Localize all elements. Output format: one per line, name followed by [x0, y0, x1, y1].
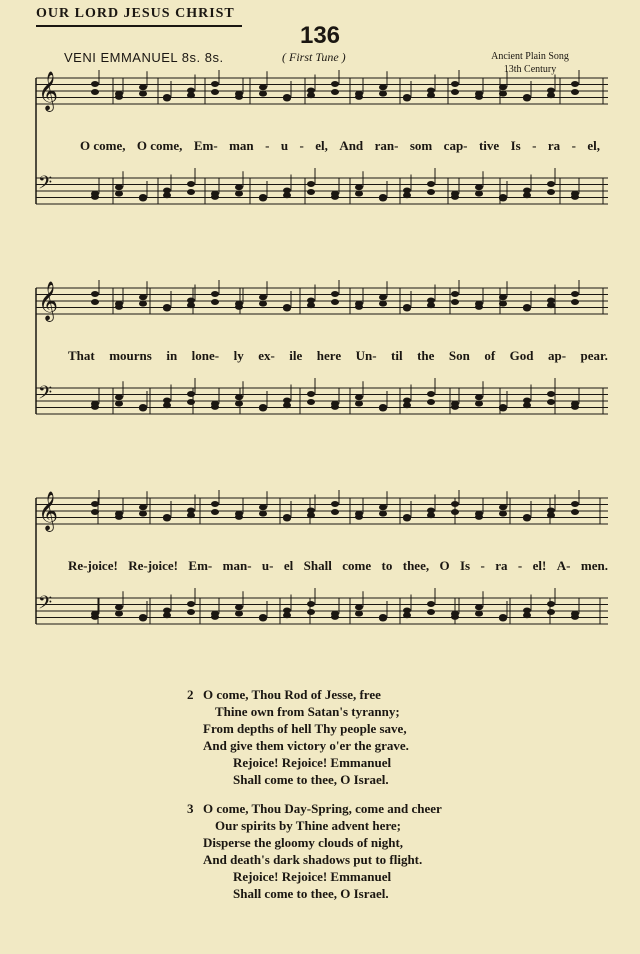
verse-2-line-6: Shall come to thee, O Israel. — [233, 772, 389, 787]
lyric-syllable: O come, — [136, 138, 183, 153]
note-head — [355, 184, 363, 190]
note-head — [331, 509, 339, 515]
note-head — [331, 614, 339, 620]
note-head — [451, 89, 459, 95]
note-head — [187, 399, 195, 405]
treble-clef-icon: 𝄞 — [38, 491, 59, 531]
note-head — [307, 181, 315, 187]
verse-2-line-5: Rejoice! Rejoice! Emmanuel — [233, 755, 392, 770]
note-head — [331, 81, 339, 87]
note-head — [91, 291, 99, 297]
note-head — [115, 394, 123, 400]
lyric-syllable: - — [517, 558, 523, 573]
note-head — [571, 501, 579, 507]
note-head — [571, 194, 579, 200]
note-head — [139, 91, 147, 97]
lyric-syllable: til — [391, 348, 403, 363]
lyric-syllable: God — [509, 348, 534, 363]
note-head — [475, 611, 483, 617]
note-head — [427, 609, 435, 615]
lyric-syllable: - — [299, 138, 304, 153]
lyric-syllable: A- — [556, 558, 571, 573]
note-head — [235, 184, 243, 190]
note-head — [187, 92, 195, 98]
verse-2-line-3: From depths of hell Thy people save, — [203, 721, 407, 736]
lyric-syllable: pear. — [580, 348, 608, 363]
lyric-syllable: of — [484, 348, 496, 363]
tune-note: ( First Tune ) — [282, 50, 346, 64]
note-head — [331, 501, 339, 507]
note-head — [139, 616, 147, 622]
lyric-syllable: Son — [448, 348, 470, 363]
note-head — [331, 194, 339, 200]
note-head — [187, 391, 195, 397]
note-head — [523, 402, 531, 408]
verse-3 — [187, 800, 442, 902]
treble-clef-icon: 𝄞 — [38, 71, 59, 111]
note-head — [307, 512, 315, 518]
note-head — [163, 96, 171, 102]
note-head — [499, 511, 507, 517]
music-system-2-staves — [0, 280, 640, 460]
note-head — [547, 391, 555, 397]
note-head — [499, 504, 507, 510]
lyrics-row-3 — [68, 558, 608, 574]
lyric-syllable: the — [417, 348, 435, 363]
note-head — [187, 302, 195, 308]
note-head — [163, 306, 171, 312]
note-head — [259, 196, 267, 202]
note-head — [571, 509, 579, 515]
note-head — [547, 512, 555, 518]
lyric-syllable: u — [280, 138, 289, 153]
note-head — [91, 81, 99, 87]
music-system-2 — [0, 280, 640, 460]
note-head — [187, 609, 195, 615]
note-head — [403, 516, 411, 522]
lyric-syllable: Shall — [303, 558, 332, 573]
note-head — [475, 401, 483, 407]
note-head — [115, 94, 123, 100]
verse-3-line-4: And death's dark shadows put to flight. — [203, 852, 423, 867]
lyric-syllable: And — [339, 138, 364, 153]
note-head — [307, 399, 315, 405]
note-head — [115, 401, 123, 407]
lyric-syllable: man- — [222, 558, 252, 573]
note-head — [115, 611, 123, 617]
note-head — [355, 604, 363, 610]
note-head — [403, 612, 411, 618]
note-head — [235, 604, 243, 610]
lyric-syllable: O come, — [80, 138, 126, 153]
tune-name: VENI EMMANUEL 8s. 8s. — [64, 50, 224, 65]
note-head — [115, 191, 123, 197]
note-head — [115, 184, 123, 190]
lyric-syllable: in — [166, 348, 178, 363]
treble-clef-icon: 𝄞 — [38, 281, 59, 321]
note-head — [139, 294, 147, 300]
note-head — [427, 391, 435, 397]
lyric-syllable: - — [265, 138, 270, 153]
note-head — [211, 194, 219, 200]
note-head — [331, 291, 339, 297]
lyric-syllable: - — [532, 138, 537, 153]
lyric-syllable: Re-joice! — [128, 558, 179, 573]
note-head — [115, 304, 123, 310]
note-head — [547, 92, 555, 98]
note-head — [379, 511, 387, 517]
lyric-syllable: - — [480, 558, 485, 573]
note-head — [139, 84, 147, 90]
note-head — [163, 612, 171, 618]
note-head — [259, 511, 267, 517]
note-head — [379, 301, 387, 307]
lyric-syllable: - — [571, 138, 576, 153]
note-head — [379, 91, 387, 97]
note-head — [259, 91, 267, 97]
note-head — [475, 94, 483, 100]
note-head — [235, 394, 243, 400]
note-head — [283, 516, 291, 522]
note-head — [211, 81, 219, 87]
note-head — [163, 192, 171, 198]
note-head — [523, 192, 531, 198]
note-head — [403, 402, 411, 408]
note-head — [571, 291, 579, 297]
note-head — [235, 191, 243, 197]
note-head — [475, 304, 483, 310]
hymn-number: 136 — [299, 22, 341, 49]
note-head — [187, 601, 195, 607]
note-head — [283, 96, 291, 102]
verse-3-line-1: O come, Thou Day-Spring, come and cheer — [203, 801, 442, 816]
lyric-syllable: to — [381, 558, 393, 573]
note-head — [211, 299, 219, 305]
lyric-syllable: ex- — [258, 348, 275, 363]
note-head — [355, 394, 363, 400]
verse-3-line-2: Our spirits by Thine advent here; — [215, 818, 401, 833]
note-head — [91, 501, 99, 507]
lyric-syllable: ly — [233, 348, 244, 363]
note-head — [211, 291, 219, 297]
lyric-syllable: Em- — [188, 558, 213, 573]
note-head — [355, 304, 363, 310]
note-head — [403, 96, 411, 102]
note-head — [427, 399, 435, 405]
note-head — [283, 192, 291, 198]
note-head — [547, 399, 555, 405]
note-head — [331, 299, 339, 305]
note-head — [259, 301, 267, 307]
note-head — [451, 509, 459, 515]
note-head — [427, 302, 435, 308]
lyric-syllable: come — [342, 558, 372, 573]
note-head — [283, 402, 291, 408]
verse-3-line-3: Disperse the gloomy clouds of night, — [203, 835, 404, 850]
note-head — [499, 294, 507, 300]
lyric-syllable: O — [439, 558, 450, 573]
note-head — [451, 291, 459, 297]
note-head — [547, 302, 555, 308]
note-head — [451, 614, 459, 620]
note-head — [235, 514, 243, 520]
note-head — [379, 294, 387, 300]
note-head — [187, 512, 195, 518]
note-head — [571, 81, 579, 87]
note-head — [499, 406, 507, 412]
bass-clef-icon: 𝄢 — [38, 173, 53, 198]
note-head — [523, 612, 531, 618]
verse-3-number: 3 — [187, 801, 194, 816]
note-head — [499, 84, 507, 90]
lyric-syllable: el, — [587, 138, 600, 153]
note-head — [475, 604, 483, 610]
note-head — [499, 616, 507, 622]
note-head — [91, 194, 99, 200]
lyric-syllable: ra — [495, 558, 508, 573]
note-head — [235, 401, 243, 407]
note-head — [307, 92, 315, 98]
lyric-syllable: Un- — [355, 348, 377, 363]
section-title: OUR LORD JESUS CHRIST — [36, 6, 235, 21]
note-head — [499, 196, 507, 202]
note-head — [283, 306, 291, 312]
note-head — [499, 91, 507, 97]
note-head — [427, 512, 435, 518]
note-head — [571, 404, 579, 410]
note-head — [547, 181, 555, 187]
note-head — [259, 294, 267, 300]
note-head — [475, 394, 483, 400]
lyric-syllable: el — [283, 558, 294, 573]
music-system-3-staves — [0, 490, 640, 670]
lyric-syllable: Is — [460, 558, 471, 573]
verse-2-number: 2 — [187, 687, 194, 702]
note-head — [283, 612, 291, 618]
note-head — [211, 509, 219, 515]
note-head — [331, 404, 339, 410]
note-head — [235, 304, 243, 310]
note-head — [331, 89, 339, 95]
note-head — [547, 189, 555, 195]
note-head — [211, 404, 219, 410]
lyric-syllable: That — [68, 348, 95, 363]
note-head — [139, 196, 147, 202]
note-head — [91, 404, 99, 410]
note-head — [427, 189, 435, 195]
note-head — [211, 501, 219, 507]
note-head — [307, 391, 315, 397]
note-head — [91, 509, 99, 515]
note-head — [403, 192, 411, 198]
note-head — [547, 609, 555, 615]
note-head — [355, 401, 363, 407]
note-head — [571, 614, 579, 620]
note-head — [475, 184, 483, 190]
note-head — [259, 616, 267, 622]
note-head — [379, 196, 387, 202]
note-head — [499, 301, 507, 307]
lyric-syllable: cap- — [443, 138, 468, 153]
note-head — [379, 504, 387, 510]
lyric-syllable: men. — [580, 558, 608, 573]
note-head — [571, 89, 579, 95]
note-head — [523, 96, 531, 102]
note-head — [91, 299, 99, 305]
note-head — [475, 191, 483, 197]
note-head — [235, 611, 243, 617]
lyrics-row-2 — [68, 348, 608, 364]
lyric-syllable: ran- — [374, 138, 399, 153]
verse-3-line-6: Shall come to thee, O Israel. — [233, 886, 389, 901]
bass-clef-icon: 𝄢 — [38, 383, 53, 408]
note-head — [451, 501, 459, 507]
note-head — [523, 306, 531, 312]
lyric-syllable: el, — [315, 138, 328, 153]
verse-2 — [187, 686, 409, 788]
note-head — [235, 94, 243, 100]
verse-2-line-1: O come, Thou Rod of Jesse, free — [203, 687, 381, 702]
lyric-syllable: el! — [532, 558, 547, 573]
verse-3-line-5: Rejoice! Rejoice! Emmanuel — [233, 869, 392, 884]
tune-source-origin: Ancient Plain Song — [491, 51, 569, 62]
note-head — [139, 504, 147, 510]
note-head — [427, 181, 435, 187]
lyric-syllable: Is — [510, 138, 521, 153]
note-head — [115, 604, 123, 610]
note-head — [187, 181, 195, 187]
lyric-syllable: Re-joice! — [68, 558, 118, 573]
note-head — [307, 189, 315, 195]
note-head — [451, 299, 459, 305]
note-head — [139, 406, 147, 412]
lyrics-row-1 — [80, 138, 600, 154]
note-head — [259, 406, 267, 412]
lyric-syllable: man — [229, 138, 254, 153]
note-head — [379, 616, 387, 622]
lyric-syllable: ap- — [548, 348, 567, 363]
note-head — [427, 92, 435, 98]
verse-2-line-4: And give them victory o'er the grave. — [203, 738, 409, 753]
music-system-3 — [0, 490, 640, 670]
bass-clef-icon: 𝄢 — [38, 593, 53, 618]
note-head — [379, 406, 387, 412]
note-head — [139, 301, 147, 307]
note-head — [475, 514, 483, 520]
lyric-syllable: mourns — [109, 348, 152, 363]
note-head — [571, 299, 579, 305]
note-head — [163, 402, 171, 408]
note-head — [355, 94, 363, 100]
note-head — [427, 601, 435, 607]
note-head — [163, 516, 171, 522]
note-head — [547, 601, 555, 607]
note-head — [115, 514, 123, 520]
lyric-syllable: thee, — [402, 558, 430, 573]
note-head — [523, 516, 531, 522]
note-head — [403, 306, 411, 312]
music-system-1-staves — [0, 70, 640, 250]
note-head — [451, 404, 459, 410]
lyric-syllable: here — [316, 348, 342, 363]
lyric-syllable: ra — [547, 138, 561, 153]
note-head — [259, 504, 267, 510]
lyric-syllable: lone- — [191, 348, 220, 363]
lyric-syllable: Em- — [193, 138, 218, 153]
note-head — [211, 89, 219, 95]
note-head — [355, 514, 363, 520]
note-head — [307, 609, 315, 615]
note-head — [307, 302, 315, 308]
note-head — [91, 614, 99, 620]
lyric-syllable: tive — [478, 138, 500, 153]
note-head — [307, 601, 315, 607]
note-head — [355, 611, 363, 617]
note-head — [139, 511, 147, 517]
tune-source-century: 13th Century — [503, 64, 557, 75]
music-system-1 — [0, 70, 640, 250]
note-head — [451, 194, 459, 200]
note-head — [187, 189, 195, 195]
lyric-syllable: u- — [261, 558, 274, 573]
note-head — [259, 84, 267, 90]
lyric-syllable: ile — [289, 348, 303, 363]
note-head — [379, 84, 387, 90]
note-head — [91, 89, 99, 95]
note-head — [451, 81, 459, 87]
lyric-syllable: som — [409, 138, 433, 153]
note-head — [355, 191, 363, 197]
note-head — [211, 614, 219, 620]
verse-2-line-2: Thine own from Satan's tyranny; — [215, 704, 400, 719]
